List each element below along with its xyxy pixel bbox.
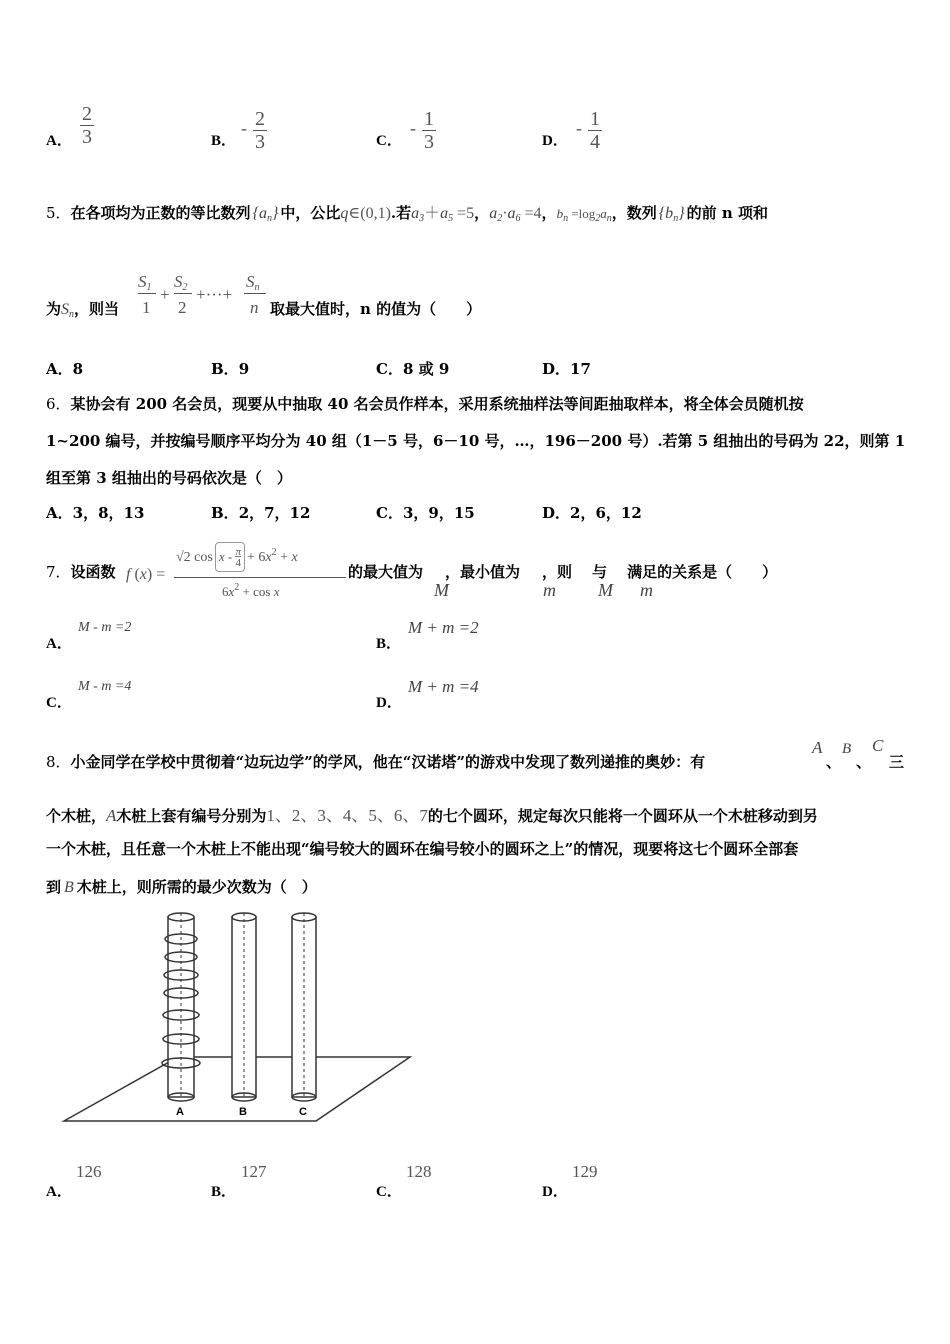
fraction <box>588 108 602 153</box>
var-min-m-2: m <box>640 580 653 600</box>
option-text: 2，7，12 <box>238 504 311 522</box>
option-letter: B． <box>211 360 239 378</box>
peg-a-label: A <box>106 806 117 825</box>
option-text: 17 <box>570 360 591 378</box>
question-8-line-3: 一个木桩，且任意一个木桩上不能出现“编号较大的圆环在编号较小的圆环之上”的情况，现要将这七个圆环全部套 <box>46 840 799 858</box>
figure-label-b: B <box>239 1106 247 1118</box>
numerator: 2 <box>255 108 265 130</box>
q8-text: 个木桩， <box>46 807 107 825</box>
option-letter: D． <box>542 504 571 522</box>
q5-text: ，数列 <box>611 204 657 222</box>
peg-c <box>292 913 316 1101</box>
peg-a <box>162 913 200 1101</box>
q7-text: ，最小值为 <box>445 563 521 581</box>
q5-text: ，则当 <box>74 300 120 318</box>
q5-option-d[interactable] <box>542 358 591 379</box>
option-letter: C． <box>376 1184 402 1200</box>
option-text: 3，8，13 <box>72 504 145 522</box>
q7-text: 设函数 <box>70 563 116 581</box>
var-max-m-2: M <box>598 580 613 600</box>
q7-text: 的最大值为 <box>348 563 424 581</box>
figure-label-c: C <box>299 1106 307 1118</box>
option-letter: B． <box>211 504 239 522</box>
hanoi-figure <box>60 905 420 1125</box>
option-letter: D． <box>542 133 568 149</box>
var-max-m: M <box>434 580 449 600</box>
option-letter: D． <box>376 695 402 711</box>
q5-text: 中，公比 <box>280 204 341 222</box>
separator: 、 <box>856 753 872 771</box>
q5-text: ， <box>541 204 557 222</box>
option-letter: D． <box>542 1184 568 1200</box>
question-6-line-2: 1~200 编号，并按编号顺序平均分为 40 组（1－5 号，6－10 号，…，196－200 号）.若第 5 组抽出的号码为 22，则第 1 <box>46 432 906 450</box>
figure-label-a: A <box>176 1106 184 1118</box>
question-number: 6． <box>46 395 71 413</box>
separator: 、 <box>826 753 842 771</box>
option-formula: M - m =2 <box>78 620 132 635</box>
option-letter: A． <box>46 636 72 652</box>
sum-formula: $a_3+a_5 =5$ <box>411 205 475 224</box>
denominator: 3 <box>82 126 92 148</box>
q8-text: 木桩上套有编号分别为 <box>116 807 267 825</box>
fraction <box>253 108 267 153</box>
q5-text: 在各项均为正数的等比数列 <box>70 204 251 222</box>
q8-text: 小金同学在学校中贯彻着“边玩边学”的学风，他在“汉诺塔”的游戏中发现了数列递推的奥妙：有 <box>70 753 706 771</box>
option-letter: C． <box>46 695 72 711</box>
fraction <box>422 108 436 153</box>
question-6-line-3: 组至第 3 组抽出的号码依次是（ ） <box>46 469 292 487</box>
option-text: 2，6，12 <box>570 504 642 522</box>
question-number: 7． <box>46 563 71 581</box>
question-number: 8． <box>46 753 71 771</box>
function-formula: f (x) = √2 $\cos x - \frac{\pi}{4} + 6x^2 + x$ $6x^2 + \cos x$ <box>124 540 348 598</box>
peg-b-label: B <box>842 741 852 757</box>
option-text: 8 或 9 <box>402 360 450 378</box>
q6-option-d[interactable] <box>542 502 642 523</box>
question-8-line-4 <box>46 876 317 897</box>
peg-b-label: B <box>64 879 74 896</box>
option-letter: D． <box>542 360 571 378</box>
option-text: 3，9，15 <box>402 504 475 522</box>
option-value: 127 <box>241 1162 267 1181</box>
option-value: 126 <box>76 1162 102 1181</box>
seq-b-formula: $\{b_n\}$ <box>658 205 685 224</box>
option-letter: C． <box>376 360 403 378</box>
numerator: 1 <box>424 108 434 130</box>
question-6-line-1 <box>46 393 804 414</box>
q6-option-b[interactable] <box>211 502 310 523</box>
q6-option-c[interactable] <box>376 502 475 523</box>
q7-text: 满足的关系是（ ） <box>627 563 778 581</box>
q5-option-b[interactable] <box>211 358 249 379</box>
product-formula: $a_2\cdot a_6 =4$ <box>489 205 542 224</box>
minus-sign: - <box>241 118 247 138</box>
question-5-line-2 <box>46 298 119 320</box>
option-letter: B． <box>211 1184 237 1200</box>
option-letter: C． <box>376 504 403 522</box>
question-7-intro <box>46 561 116 582</box>
option-letter: A． <box>46 360 73 378</box>
question-8-line-1 <box>46 751 705 772</box>
seq-a-formula: $\{a_n\}$ <box>252 205 279 224</box>
q5-text: .若 <box>390 204 412 222</box>
option-letter: B． <box>211 133 237 149</box>
q5-option-a[interactable] <box>46 358 83 379</box>
bn-formula: $b_n =\log_2a_n$ <box>556 206 612 224</box>
q8-text: 的七个圆环，规定每次只能将一个圆环从一个木桩移动到另 <box>427 807 818 825</box>
option-letter: A． <box>46 1184 72 1200</box>
denominator: 3 <box>255 131 265 153</box>
q8-line-1-end: 三 <box>889 753 905 771</box>
ring-numbers: 1、2、3、4、5、6、7 <box>266 806 428 825</box>
option-text: 8 <box>72 360 84 378</box>
option-text: 9 <box>238 360 250 378</box>
q6-text: 某协会有 200 名会员，现要从中抽取 40 名会员作样本，采用系统抽样法等间距抽取样本，将全体会员随机按 <box>70 395 804 413</box>
q5-text: 为 <box>46 300 62 318</box>
option-letter: C． <box>376 133 402 149</box>
q8-text: 木桩上，则所需的最少次数为（ ） <box>76 878 317 896</box>
fraction <box>80 103 94 148</box>
ratio-formula: q∈(0,1) <box>340 205 391 222</box>
option-letter: B． <box>376 636 402 652</box>
question-5-line-2-end: 取最大值时，n 的值为（ ） <box>270 300 482 318</box>
q7-text: ，则 <box>542 563 573 581</box>
q6-option-a[interactable] <box>46 502 144 523</box>
q5-option-c[interactable] <box>376 358 449 379</box>
numerator: 2 <box>82 103 92 125</box>
option-letter: A． <box>46 133 72 149</box>
sn-formula: $S_n$ <box>61 301 75 320</box>
peg-b <box>232 913 256 1101</box>
option-formula: M + m =2 <box>408 618 479 637</box>
numerator: 1 <box>590 108 600 130</box>
peg-c-label: C <box>872 736 884 755</box>
minus-sign: - <box>410 118 416 138</box>
option-value: 129 <box>572 1162 598 1181</box>
question-5-line-1 <box>46 200 768 224</box>
option-formula: M - m =4 <box>78 679 132 694</box>
option-letter: A． <box>46 504 73 522</box>
option-value: 128 <box>406 1162 432 1181</box>
q5-text: 的前 n 项和 <box>686 204 768 222</box>
minus-sign: - <box>576 118 582 138</box>
var-min-m: m <box>543 580 556 600</box>
q8-text: 到 <box>46 878 62 896</box>
denominator: 4 <box>590 131 600 153</box>
q5-text: ， <box>474 204 490 222</box>
q7-text: 与 <box>592 563 608 581</box>
option-formula: M + m =4 <box>408 677 479 696</box>
question-number: 5． <box>46 204 71 222</box>
denominator: 3 <box>424 131 434 153</box>
question-7-rest <box>348 561 777 582</box>
question-8-line-2 <box>46 801 818 826</box>
peg-a-label: A <box>812 738 823 757</box>
